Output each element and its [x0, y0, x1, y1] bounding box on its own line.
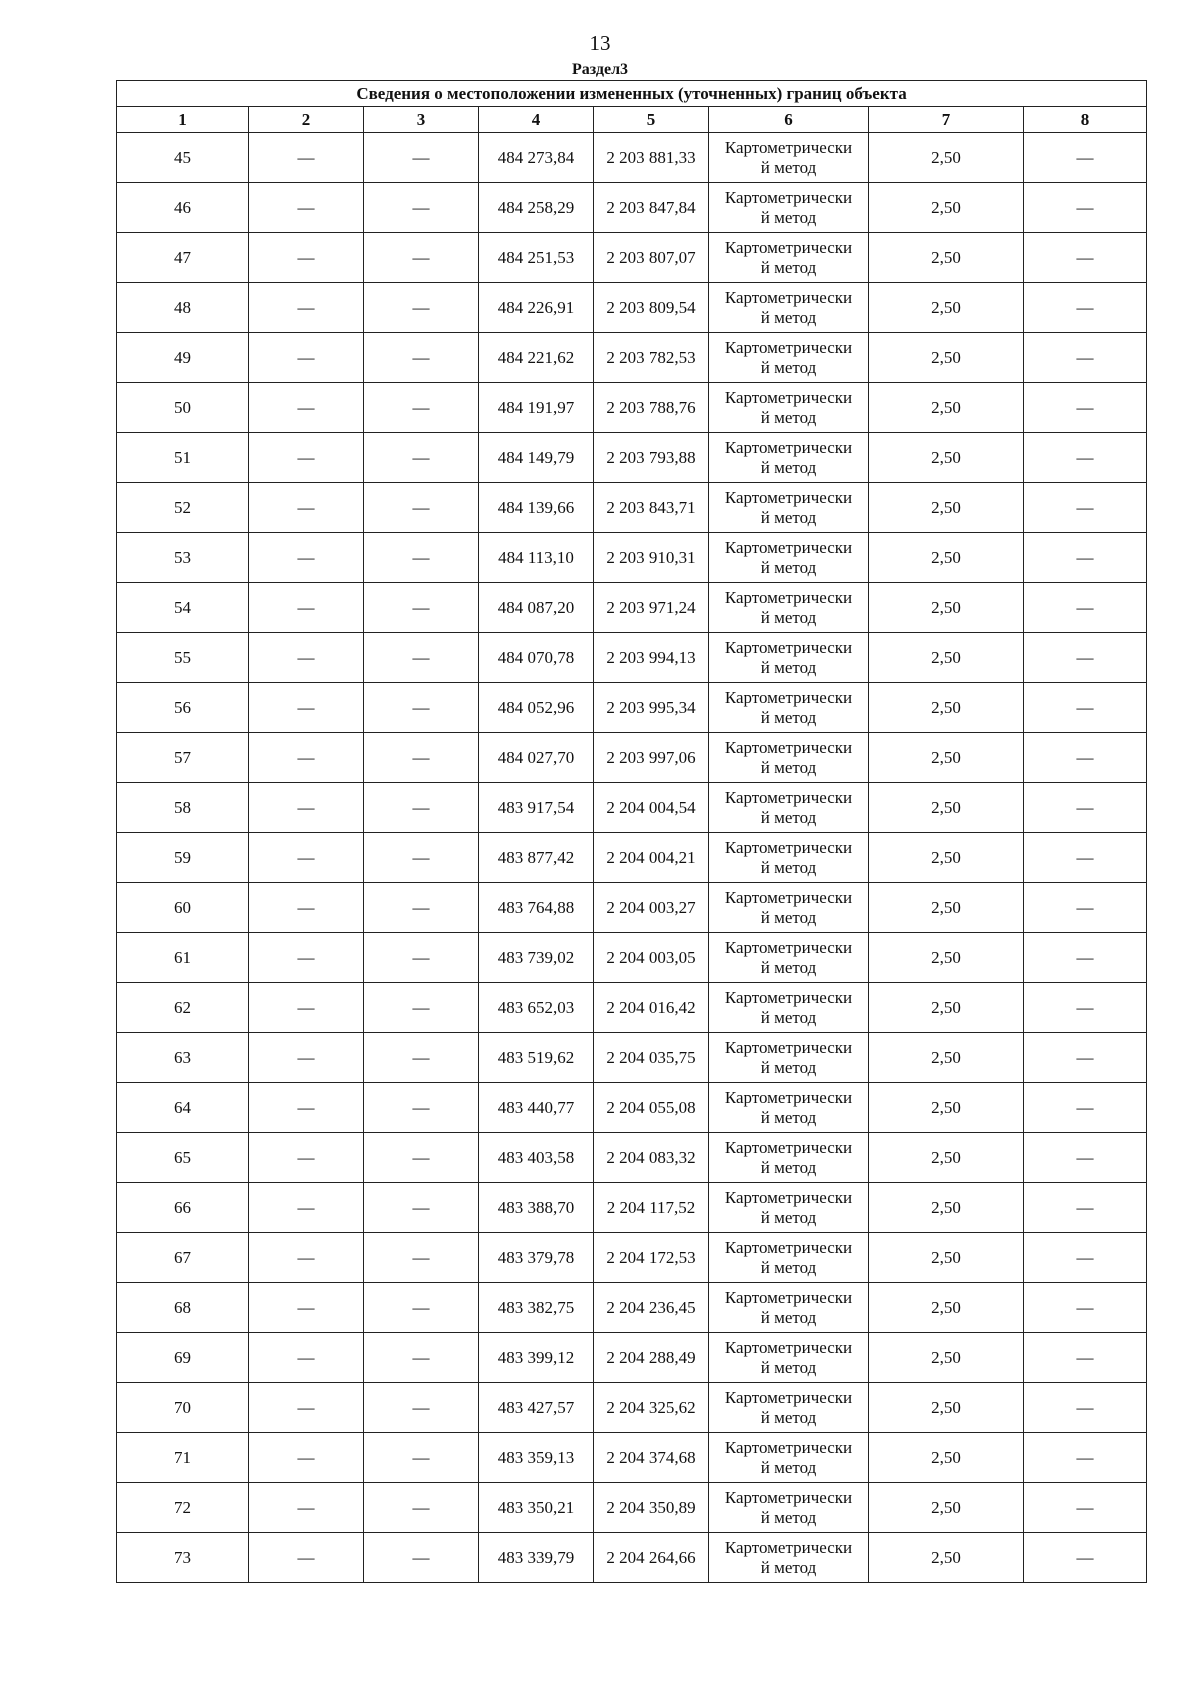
- y-coordinate-cell: 2 203 809,54: [594, 283, 709, 333]
- empty-cell: —: [1024, 1433, 1147, 1483]
- empty-cell: —: [364, 1133, 479, 1183]
- point-number-cell: 60: [117, 883, 249, 933]
- point-number-cell: 55: [117, 633, 249, 683]
- x-coordinate-cell: 483 917,54: [479, 783, 594, 833]
- y-coordinate-cell: 2 204 172,53: [594, 1233, 709, 1283]
- point-number-cell: 52: [117, 483, 249, 533]
- empty-cell: —: [364, 1183, 479, 1233]
- table-row: [117, 833, 1147, 883]
- x-coordinate-cell: 484 113,10: [479, 533, 594, 583]
- empty-cell: —: [249, 933, 364, 983]
- x-coordinate-cell: 484 070,78: [479, 633, 594, 683]
- point-number-cell: 62: [117, 983, 249, 1033]
- y-coordinate-cell: 2 204 035,75: [594, 1033, 709, 1083]
- empty-cell: —: [249, 1383, 364, 1433]
- table-row: [117, 1433, 1147, 1483]
- point-number-cell: 59: [117, 833, 249, 883]
- empty-cell: —: [364, 983, 479, 1033]
- table-row: [117, 683, 1147, 733]
- point-number-cell: 65: [117, 1133, 249, 1183]
- empty-cell: —: [249, 1033, 364, 1083]
- empty-cell: —: [1024, 233, 1147, 283]
- table-row: [117, 633, 1147, 683]
- empty-cell: —: [364, 933, 479, 983]
- y-coordinate-cell: 2 203 971,24: [594, 583, 709, 633]
- empty-cell: —: [364, 183, 479, 233]
- table-row: [117, 783, 1147, 833]
- table-row: [117, 983, 1147, 1033]
- y-coordinate-cell: 2 204 003,05: [594, 933, 709, 983]
- x-coordinate-cell: 484 027,70: [479, 733, 594, 783]
- x-coordinate-cell: 483 739,02: [479, 933, 594, 983]
- x-coordinate-cell: 483 652,03: [479, 983, 594, 1033]
- column-number: 3: [364, 107, 479, 133]
- table-body: [117, 133, 1147, 1583]
- method-cell: Картометрически й метод: [709, 933, 869, 983]
- empty-cell: —: [249, 283, 364, 333]
- empty-cell: —: [364, 633, 479, 683]
- x-coordinate-cell: 483 399,12: [479, 1333, 594, 1383]
- x-coordinate-cell: 483 359,13: [479, 1433, 594, 1483]
- accuracy-cell: 2,50: [869, 283, 1024, 333]
- empty-cell: —: [249, 1083, 364, 1133]
- accuracy-cell: 2,50: [869, 1083, 1024, 1133]
- point-number-cell: 61: [117, 933, 249, 983]
- empty-cell: —: [249, 983, 364, 1033]
- empty-cell: —: [249, 783, 364, 833]
- point-number-cell: 68: [117, 1283, 249, 1333]
- empty-cell: —: [1024, 1083, 1147, 1133]
- empty-cell: —: [364, 483, 479, 533]
- point-number-cell: 71: [117, 1433, 249, 1483]
- x-coordinate-cell: 484 149,79: [479, 433, 594, 483]
- y-coordinate-cell: 2 204 374,68: [594, 1433, 709, 1483]
- empty-cell: —: [364, 1283, 479, 1333]
- accuracy-cell: 2,50: [869, 1133, 1024, 1183]
- method-cell: Картометрически й метод: [709, 183, 869, 233]
- empty-cell: —: [249, 183, 364, 233]
- empty-cell: —: [364, 883, 479, 933]
- point-number-cell: 66: [117, 1183, 249, 1233]
- empty-cell: —: [364, 783, 479, 833]
- method-cell: Картометрически й метод: [709, 1033, 869, 1083]
- point-number-cell: 46: [117, 183, 249, 233]
- method-cell: Картометрически й метод: [709, 583, 869, 633]
- accuracy-cell: 2,50: [869, 733, 1024, 783]
- empty-cell: —: [1024, 1383, 1147, 1433]
- accuracy-cell: 2,50: [869, 233, 1024, 283]
- empty-cell: —: [1024, 683, 1147, 733]
- x-coordinate-cell: 484 087,20: [479, 583, 594, 633]
- method-cell: Картометрически й метод: [709, 983, 869, 1033]
- table-row: [117, 1533, 1147, 1583]
- empty-cell: —: [1024, 783, 1147, 833]
- empty-cell: —: [364, 1083, 479, 1133]
- table-row: [117, 1233, 1147, 1283]
- page-number: 13: [589, 31, 611, 55]
- empty-cell: —: [249, 883, 364, 933]
- empty-cell: —: [249, 583, 364, 633]
- method-cell: Картометрически й метод: [709, 483, 869, 533]
- empty-cell: —: [1024, 1233, 1147, 1283]
- y-coordinate-cell: 2 203 782,53: [594, 333, 709, 383]
- empty-cell: —: [364, 833, 479, 883]
- accuracy-cell: 2,50: [869, 683, 1024, 733]
- x-coordinate-cell: 483 877,42: [479, 833, 594, 883]
- empty-cell: —: [1024, 833, 1147, 883]
- column-number: 4: [479, 107, 594, 133]
- empty-cell: —: [249, 1233, 364, 1283]
- accuracy-cell: 2,50: [869, 633, 1024, 683]
- table-row: [117, 1083, 1147, 1133]
- empty-cell: —: [364, 1033, 479, 1083]
- empty-cell: —: [364, 1333, 479, 1383]
- table-row: [117, 1033, 1147, 1083]
- table-row: [117, 1183, 1147, 1233]
- empty-cell: —: [1024, 1483, 1147, 1533]
- column-number: 6: [709, 107, 869, 133]
- point-number-cell: 56: [117, 683, 249, 733]
- column-number: 8: [1024, 107, 1147, 133]
- y-coordinate-cell: 2 204 288,49: [594, 1333, 709, 1383]
- table-row: [117, 583, 1147, 633]
- empty-cell: —: [1024, 1533, 1147, 1583]
- method-cell: Картометрически й метод: [709, 1283, 869, 1333]
- y-coordinate-cell: 2 203 847,84: [594, 183, 709, 233]
- x-coordinate-cell: 483 403,58: [479, 1133, 594, 1183]
- table-row: [117, 383, 1147, 433]
- empty-cell: —: [249, 433, 364, 483]
- y-coordinate-cell: 2 204 003,27: [594, 883, 709, 933]
- empty-cell: —: [364, 1533, 479, 1583]
- y-coordinate-cell: 2 203 788,76: [594, 383, 709, 433]
- empty-cell: —: [1024, 283, 1147, 333]
- coordinates-table: [116, 80, 1147, 1583]
- empty-cell: —: [364, 333, 479, 383]
- y-coordinate-cell: 2 203 995,34: [594, 683, 709, 733]
- empty-cell: —: [1024, 1283, 1147, 1333]
- table-title: Сведения о местоположении измененных (уточненных) границ объекта: [117, 81, 1147, 107]
- column-number-row: [117, 107, 1147, 133]
- empty-cell: —: [249, 233, 364, 283]
- accuracy-cell: 2,50: [869, 1033, 1024, 1083]
- x-coordinate-cell: 484 258,29: [479, 183, 594, 233]
- x-coordinate-cell: 483 427,57: [479, 1383, 594, 1433]
- method-cell: Картометрически й метод: [709, 1233, 869, 1283]
- point-number-cell: 73: [117, 1533, 249, 1583]
- method-cell: Картометрически й метод: [709, 783, 869, 833]
- empty-cell: —: [364, 1483, 479, 1533]
- empty-cell: —: [1024, 933, 1147, 983]
- x-coordinate-cell: 484 273,84: [479, 133, 594, 183]
- accuracy-cell: 2,50: [869, 983, 1024, 1033]
- method-cell: Картометрически й метод: [709, 433, 869, 483]
- accuracy-cell: 2,50: [869, 1233, 1024, 1283]
- empty-cell: —: [1024, 383, 1147, 433]
- column-number: 7: [869, 107, 1024, 133]
- point-number-cell: 70: [117, 1383, 249, 1433]
- method-cell: Картометрически й метод: [709, 1183, 869, 1233]
- empty-cell: —: [249, 1283, 364, 1333]
- method-cell: Картометрически й метод: [709, 1383, 869, 1433]
- y-coordinate-cell: 2 204 264,66: [594, 1533, 709, 1583]
- method-cell: Картометрически й метод: [709, 333, 869, 383]
- table-row: [117, 483, 1147, 533]
- accuracy-cell: 2,50: [869, 333, 1024, 383]
- empty-cell: —: [1024, 333, 1147, 383]
- accuracy-cell: 2,50: [869, 933, 1024, 983]
- accuracy-cell: 2,50: [869, 1183, 1024, 1233]
- y-coordinate-cell: 2 204 004,21: [594, 833, 709, 883]
- empty-cell: —: [249, 333, 364, 383]
- y-coordinate-cell: 2 204 350,89: [594, 1483, 709, 1533]
- empty-cell: —: [249, 133, 364, 183]
- accuracy-cell: 2,50: [869, 533, 1024, 583]
- empty-cell: —: [249, 1333, 364, 1383]
- accuracy-cell: 2,50: [869, 833, 1024, 883]
- empty-cell: —: [364, 583, 479, 633]
- accuracy-cell: 2,50: [869, 1433, 1024, 1483]
- y-coordinate-cell: 2 203 881,33: [594, 133, 709, 183]
- method-cell: Картометрически й метод: [709, 283, 869, 333]
- table-row: [117, 133, 1147, 183]
- empty-cell: —: [1024, 183, 1147, 233]
- method-cell: Картометрически й метод: [709, 1333, 869, 1383]
- accuracy-cell: 2,50: [869, 183, 1024, 233]
- empty-cell: —: [1024, 883, 1147, 933]
- table-row: [117, 1283, 1147, 1333]
- column-number: 1: [117, 107, 249, 133]
- empty-cell: —: [1024, 533, 1147, 583]
- x-coordinate-cell: 484 226,91: [479, 283, 594, 333]
- y-coordinate-cell: 2 203 910,31: [594, 533, 709, 583]
- table-row: [117, 733, 1147, 783]
- accuracy-cell: 2,50: [869, 483, 1024, 533]
- table-row: [117, 883, 1147, 933]
- table-row: [117, 1383, 1147, 1433]
- point-number-cell: 53: [117, 533, 249, 583]
- empty-cell: —: [249, 1433, 364, 1483]
- y-coordinate-cell: 2 204 004,54: [594, 783, 709, 833]
- table-row: [117, 183, 1147, 233]
- y-coordinate-cell: 2 204 083,32: [594, 1133, 709, 1183]
- empty-cell: —: [1024, 983, 1147, 1033]
- empty-cell: —: [364, 1433, 479, 1483]
- empty-cell: —: [249, 733, 364, 783]
- method-cell: Картометрически й метод: [709, 683, 869, 733]
- empty-cell: —: [249, 383, 364, 433]
- table-row: [117, 333, 1147, 383]
- method-cell: Картометрически й метод: [709, 533, 869, 583]
- empty-cell: —: [1024, 1333, 1147, 1383]
- accuracy-cell: 2,50: [869, 783, 1024, 833]
- empty-cell: —: [249, 833, 364, 883]
- method-cell: Картометрически й метод: [709, 733, 869, 783]
- empty-cell: —: [1024, 1183, 1147, 1233]
- method-cell: Картометрически й метод: [709, 883, 869, 933]
- point-number-cell: 58: [117, 783, 249, 833]
- x-coordinate-cell: 483 764,88: [479, 883, 594, 933]
- method-cell: Картометрически й метод: [709, 833, 869, 883]
- y-coordinate-cell: 2 204 055,08: [594, 1083, 709, 1133]
- method-cell: Картометрически й метод: [709, 1483, 869, 1533]
- y-coordinate-cell: 2 204 016,42: [594, 983, 709, 1033]
- empty-cell: —: [249, 1183, 364, 1233]
- y-coordinate-cell: 2 203 843,71: [594, 483, 709, 533]
- table-row: [117, 283, 1147, 333]
- column-number: 2: [249, 107, 364, 133]
- empty-cell: —: [1024, 583, 1147, 633]
- x-coordinate-cell: 483 382,75: [479, 1283, 594, 1333]
- method-cell: Картометрически й метод: [709, 233, 869, 283]
- table-row: [117, 233, 1147, 283]
- x-coordinate-cell: 484 052,96: [479, 683, 594, 733]
- table-row: [117, 433, 1147, 483]
- x-coordinate-cell: 484 139,66: [479, 483, 594, 533]
- method-cell: Картометрически й метод: [709, 1133, 869, 1183]
- table-row: [117, 1483, 1147, 1533]
- point-number-cell: 54: [117, 583, 249, 633]
- accuracy-cell: 2,50: [869, 1383, 1024, 1433]
- x-coordinate-cell: 483 388,70: [479, 1183, 594, 1233]
- point-number-cell: 57: [117, 733, 249, 783]
- empty-cell: —: [249, 1533, 364, 1583]
- point-number-cell: 63: [117, 1033, 249, 1083]
- x-coordinate-cell: 484 221,62: [479, 333, 594, 383]
- empty-cell: —: [1024, 633, 1147, 683]
- accuracy-cell: 2,50: [869, 583, 1024, 633]
- point-number-cell: 45: [117, 133, 249, 183]
- empty-cell: —: [364, 133, 479, 183]
- empty-cell: —: [364, 683, 479, 733]
- empty-cell: —: [249, 633, 364, 683]
- accuracy-cell: 2,50: [869, 433, 1024, 483]
- table-row: [117, 1133, 1147, 1183]
- point-number-cell: 67: [117, 1233, 249, 1283]
- method-cell: Картометрически й метод: [709, 1433, 869, 1483]
- point-number-cell: 47: [117, 233, 249, 283]
- empty-cell: —: [364, 533, 479, 583]
- method-cell: Картометрически й метод: [709, 633, 869, 683]
- table-row: [117, 933, 1147, 983]
- empty-cell: —: [249, 533, 364, 583]
- y-coordinate-cell: 2 204 236,45: [594, 1283, 709, 1333]
- empty-cell: —: [364, 433, 479, 483]
- accuracy-cell: 2,50: [869, 1483, 1024, 1533]
- table-row: [117, 1333, 1147, 1383]
- y-coordinate-cell: 2 203 994,13: [594, 633, 709, 683]
- empty-cell: —: [1024, 733, 1147, 783]
- empty-cell: —: [364, 383, 479, 433]
- empty-cell: —: [249, 683, 364, 733]
- accuracy-cell: 2,50: [869, 1283, 1024, 1333]
- empty-cell: —: [249, 483, 364, 533]
- y-coordinate-cell: 2 203 997,06: [594, 733, 709, 783]
- method-cell: Картометрически й метод: [709, 1083, 869, 1133]
- y-coordinate-cell: 2 204 117,52: [594, 1183, 709, 1233]
- method-cell: Картометрически й метод: [709, 133, 869, 183]
- y-coordinate-cell: 2 203 793,88: [594, 433, 709, 483]
- table-title-row: [117, 81, 1147, 107]
- point-number-cell: 72: [117, 1483, 249, 1533]
- point-number-cell: 49: [117, 333, 249, 383]
- method-cell: Картометрически й метод: [709, 1533, 869, 1583]
- method-cell: Картометрически й метод: [709, 383, 869, 433]
- empty-cell: —: [1024, 1133, 1147, 1183]
- accuracy-cell: 2,50: [869, 133, 1024, 183]
- accuracy-cell: 2,50: [869, 1533, 1024, 1583]
- point-number-cell: 50: [117, 383, 249, 433]
- table-row: [117, 533, 1147, 583]
- empty-cell: —: [364, 283, 479, 333]
- y-coordinate-cell: 2 204 325,62: [594, 1383, 709, 1433]
- x-coordinate-cell: 483 519,62: [479, 1033, 594, 1083]
- empty-cell: —: [1024, 433, 1147, 483]
- point-number-cell: 51: [117, 433, 249, 483]
- empty-cell: —: [1024, 483, 1147, 533]
- point-number-cell: 48: [117, 283, 249, 333]
- empty-cell: —: [249, 1133, 364, 1183]
- x-coordinate-cell: 483 440,77: [479, 1083, 594, 1133]
- point-number-cell: 69: [117, 1333, 249, 1383]
- x-coordinate-cell: 483 350,21: [479, 1483, 594, 1533]
- accuracy-cell: 2,50: [869, 383, 1024, 433]
- empty-cell: —: [249, 1483, 364, 1533]
- accuracy-cell: 2,50: [869, 1333, 1024, 1383]
- x-coordinate-cell: 483 379,78: [479, 1233, 594, 1283]
- x-coordinate-cell: 484 251,53: [479, 233, 594, 283]
- empty-cell: —: [364, 1383, 479, 1433]
- x-coordinate-cell: 483 339,79: [479, 1533, 594, 1583]
- empty-cell: —: [364, 733, 479, 783]
- accuracy-cell: 2,50: [869, 883, 1024, 933]
- column-number: 5: [594, 107, 709, 133]
- x-coordinate-cell: 484 191,97: [479, 383, 594, 433]
- empty-cell: —: [1024, 133, 1147, 183]
- empty-cell: —: [1024, 1033, 1147, 1083]
- empty-cell: —: [364, 1233, 479, 1283]
- empty-cell: —: [364, 233, 479, 283]
- y-coordinate-cell: 2 203 807,07: [594, 233, 709, 283]
- point-number-cell: 64: [117, 1083, 249, 1133]
- section-title: Раздел3: [571, 61, 629, 78]
